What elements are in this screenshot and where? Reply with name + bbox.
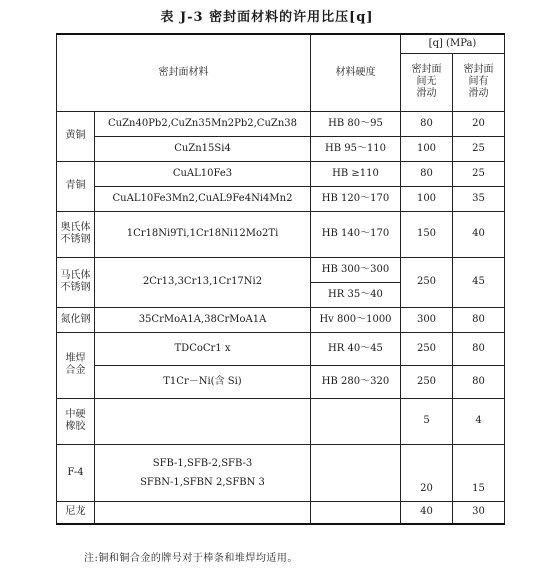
- table-row: [57, 365, 505, 398]
- header-material: 密封面材料: [57, 34, 311, 111]
- table-row: [57, 501, 505, 524]
- category-cell: 青铜: [57, 161, 95, 211]
- slide-cell: 25: [453, 136, 505, 161]
- material-cell: 35CrMoA1A,38CrMoA1A: [95, 307, 311, 332]
- material-cell: T1Cr－Ni(含 Si): [95, 365, 311, 398]
- category-cell: F-4: [57, 444, 95, 501]
- hardness-cell: Hv 800～1000: [311, 307, 401, 332]
- slide-cell: 40: [453, 211, 505, 257]
- no-slide-cell: 80: [401, 161, 453, 186]
- material-cell: CuZn15Si4: [95, 136, 311, 161]
- hardness-cell: HR 35～40: [311, 282, 401, 307]
- no-slide-cell: 40: [401, 501, 453, 524]
- header-hardness: 材料硬度: [311, 34, 401, 111]
- hardness-cell: HB 140～170: [311, 211, 401, 257]
- no-slide-cell: 100: [401, 136, 453, 161]
- table-row: [57, 257, 505, 282]
- material-cell: SFB-1,SFB-2,SFB-3 SFBN-1,SFBN 2,SFBN 3: [95, 444, 311, 501]
- table-row: [57, 136, 505, 161]
- table-row: [57, 111, 505, 136]
- material-cell: 1Cr18Ni9Ti,1Cr18Ni12Mo2Ti: [95, 211, 311, 257]
- slide-cell: 20: [453, 111, 505, 136]
- hardness-cell: HB 120～170: [311, 186, 401, 211]
- slide-cell: 30: [453, 501, 505, 524]
- material-cell: CuZn40Pb2,CuZn35Mn2Pb2,CuZn38: [95, 111, 311, 136]
- no-slide-cell: 250: [401, 332, 453, 365]
- slide-cell: 35: [453, 186, 505, 211]
- category-cell: 奥氏体 不锈钢: [57, 211, 95, 257]
- hardness-cell: HB 95～110: [311, 136, 401, 161]
- category-cell: 马氏体 不锈钢: [57, 257, 95, 307]
- slide-cell: 15: [453, 444, 505, 501]
- hardness-cell: HB 80～95: [311, 111, 401, 136]
- no-slide-cell: 300: [401, 307, 453, 332]
- header-no-slide: 密封面 间无 滑动: [401, 53, 453, 111]
- hardness-cell: HB ≥110: [311, 161, 401, 186]
- header-pressure-group: [q] (MPa): [401, 34, 505, 53]
- pressure-table: [56, 33, 505, 525]
- table-row: [57, 398, 505, 444]
- table-title: 表 J-3 密封面材料的许用比压[q]: [160, 10, 374, 25]
- slide-cell: 80: [453, 365, 505, 398]
- table-row: [57, 161, 505, 186]
- slide-cell: 4: [453, 398, 505, 444]
- category-cell: 尼龙: [57, 501, 95, 524]
- material-cell: CuAL10Fe3: [95, 161, 311, 186]
- material-cell: [95, 398, 311, 444]
- slide-cell: 80: [453, 332, 505, 365]
- hardness-cell: HB 300～300: [311, 257, 401, 282]
- table-row: [57, 332, 505, 365]
- table-row: [57, 307, 505, 332]
- no-slide-cell: 250: [401, 257, 453, 307]
- slide-cell: 80: [453, 307, 505, 332]
- no-slide-cell: 250: [401, 365, 453, 398]
- table-row: [57, 186, 505, 211]
- slide-cell: 45: [453, 257, 505, 307]
- hardness-cell: [311, 398, 401, 444]
- category-cell: 氮化钢: [57, 307, 95, 332]
- material-cell: [95, 501, 311, 524]
- no-slide-cell: 20: [401, 444, 453, 501]
- material-cell: TDCoCr1 x: [95, 332, 311, 365]
- hardness-cell: HR 40～45: [311, 332, 401, 365]
- no-slide-cell: 150: [401, 211, 453, 257]
- no-slide-cell: 5: [401, 398, 453, 444]
- category-cell: 中硬 橡胶: [57, 398, 95, 444]
- no-slide-cell: 80: [401, 111, 453, 136]
- table-note: 注:铜和铜合金的牌号对于棒条和堆焊均适用。: [84, 553, 298, 564]
- no-slide-cell: 100: [401, 186, 453, 211]
- table-row: [57, 211, 505, 257]
- material-cell: 2Cr13,3Cr13,1Cr17Ni2: [95, 257, 311, 307]
- hardness-cell: [311, 501, 401, 524]
- hardness-cell: [311, 444, 401, 501]
- category-cell: 黄铜: [57, 111, 95, 161]
- header-slide: 密封面 间有 滑动: [453, 53, 505, 111]
- slide-cell: 25: [453, 161, 505, 186]
- hardness-cell: HB 280～320: [311, 365, 401, 398]
- category-cell: 堆焊 合金: [57, 332, 95, 398]
- table-row: [57, 444, 505, 501]
- material-cell: CuAL10Fe3Mn2,CuAL9Fe4Ni4Mn2: [95, 186, 311, 211]
